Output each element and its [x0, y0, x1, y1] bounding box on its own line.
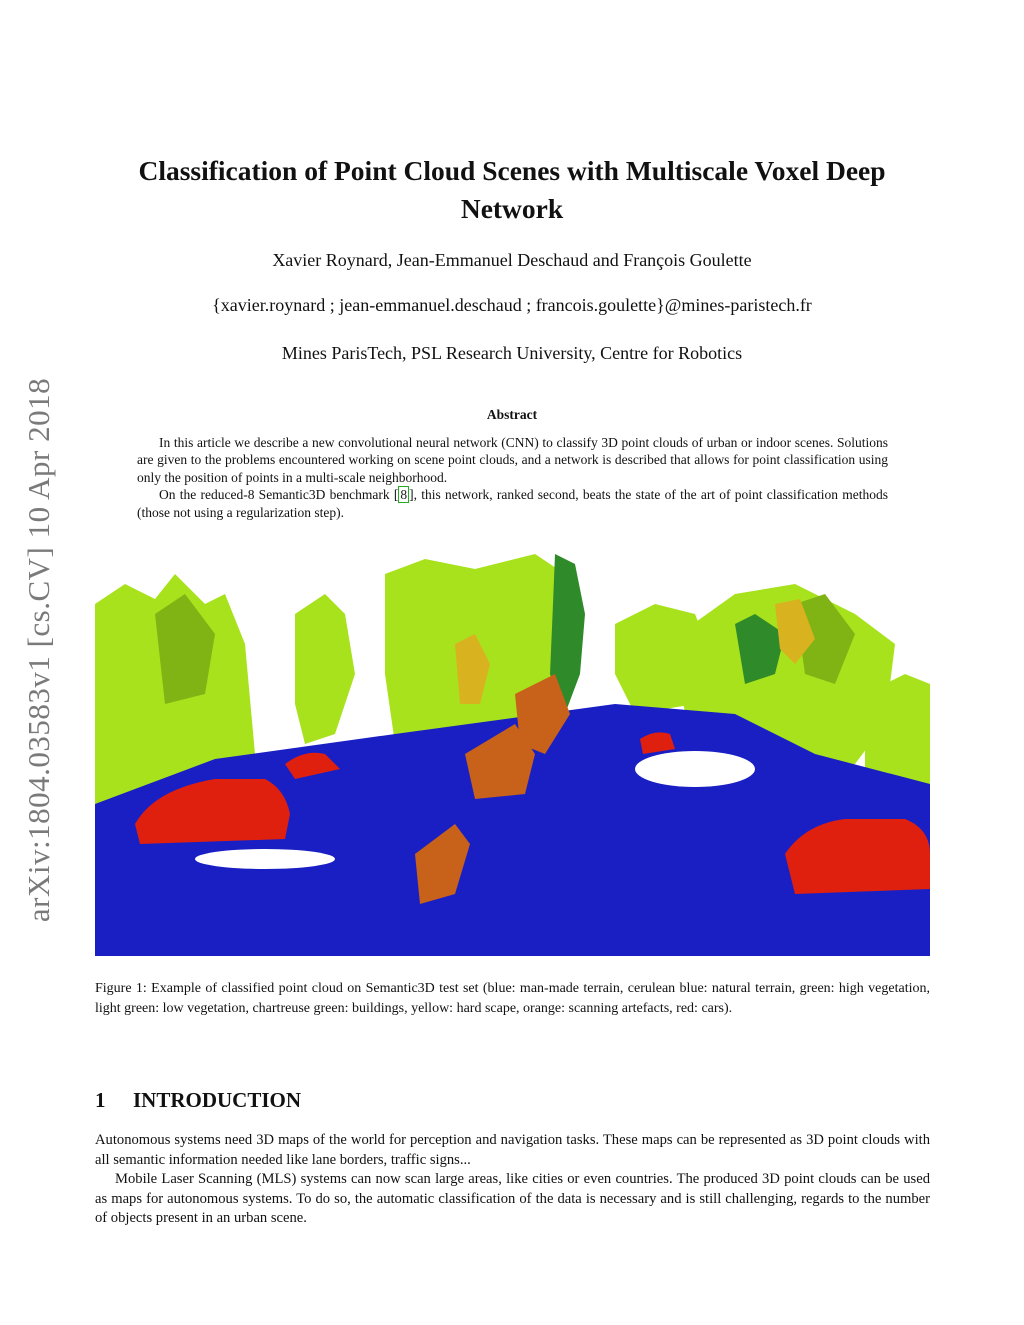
abstract-p2-start: On the reduced-8 Semantic3D benchmark [	[159, 487, 399, 503]
abstract-paragraph-1: In this article we describe a new convolutional neural network (CNN) to classify 3D point clouds of urban or indoor scenes. Solutions are given to the problems encountered working on scene point clouds, and a network is described that allows for point classification using only the position of points in a multi-scale neighborhood.	[137, 435, 888, 485]
title-line-2: Network	[460, 193, 564, 224]
abstract-body	[137, 434, 888, 521]
arxiv-identifier: arXiv:1804.03583v1 [cs.CV] 10 Apr 2018	[21, 377, 56, 923]
paper-title	[100, 152, 924, 228]
intro-paragraph-1: Autonomous systems need 3D maps of the world for perception and navigation tasks. These maps can be represented as 3D point clouds with all semantic information needed like lane borders, traffic signs...	[95, 1132, 930, 1168]
figure-1-point-cloud	[95, 554, 930, 956]
title-line-1: Classification of Point Cloud Scenes with Multiscale Voxel Deep	[138, 155, 886, 186]
section-heading-introduction	[95, 1088, 301, 1113]
arxiv-sidebar	[14, 340, 64, 960]
author-emails: {xavier.roynard ; jean-emmanuel.deschaud ; francois.goulette}@mines-paristech.fr	[212, 295, 812, 315]
affiliation: Mines ParisTech, PSL Research University, Centre for Robotics	[281, 343, 743, 363]
abstract-heading: Abstract	[486, 407, 538, 422]
abstract-p2-end: ], this network, ranked second, beats the state of the art of point classification methods (those not using a regularization step).	[137, 487, 888, 520]
figure-caption: Figure 1: Example of classified point cloud on Semantic3D test set (blue: man-made terrain, cerulean blue: natural terrain, green: high vegetation, light green: low vegetation, chartreuse green: buildings, yellow: hard scape, orange: scanning artefacts, red: cars).	[95, 981, 930, 1016]
section-number: 1	[95, 1088, 106, 1112]
section-title: INTRODUCTION	[133, 1088, 302, 1112]
introduction-body	[95, 1131, 930, 1229]
abstract-paragraph-2	[137, 486, 888, 521]
authors: Xavier Roynard, Jean-Emmanuel Deschaud and François Goulette	[272, 250, 752, 270]
point-cloud-render	[95, 554, 930, 956]
citation-link[interactable]: 8	[400, 487, 408, 503]
intro-paragraph-2: Mobile Laser Scanning (MLS) systems can now scan large areas, like cities or even countries. The produced 3D point clouds can be used as maps for autonomous systems. To do so, the automatic classification of the data is necessary and is still challenging, regards to the number of objects present in an urban scene.	[95, 1171, 930, 1226]
